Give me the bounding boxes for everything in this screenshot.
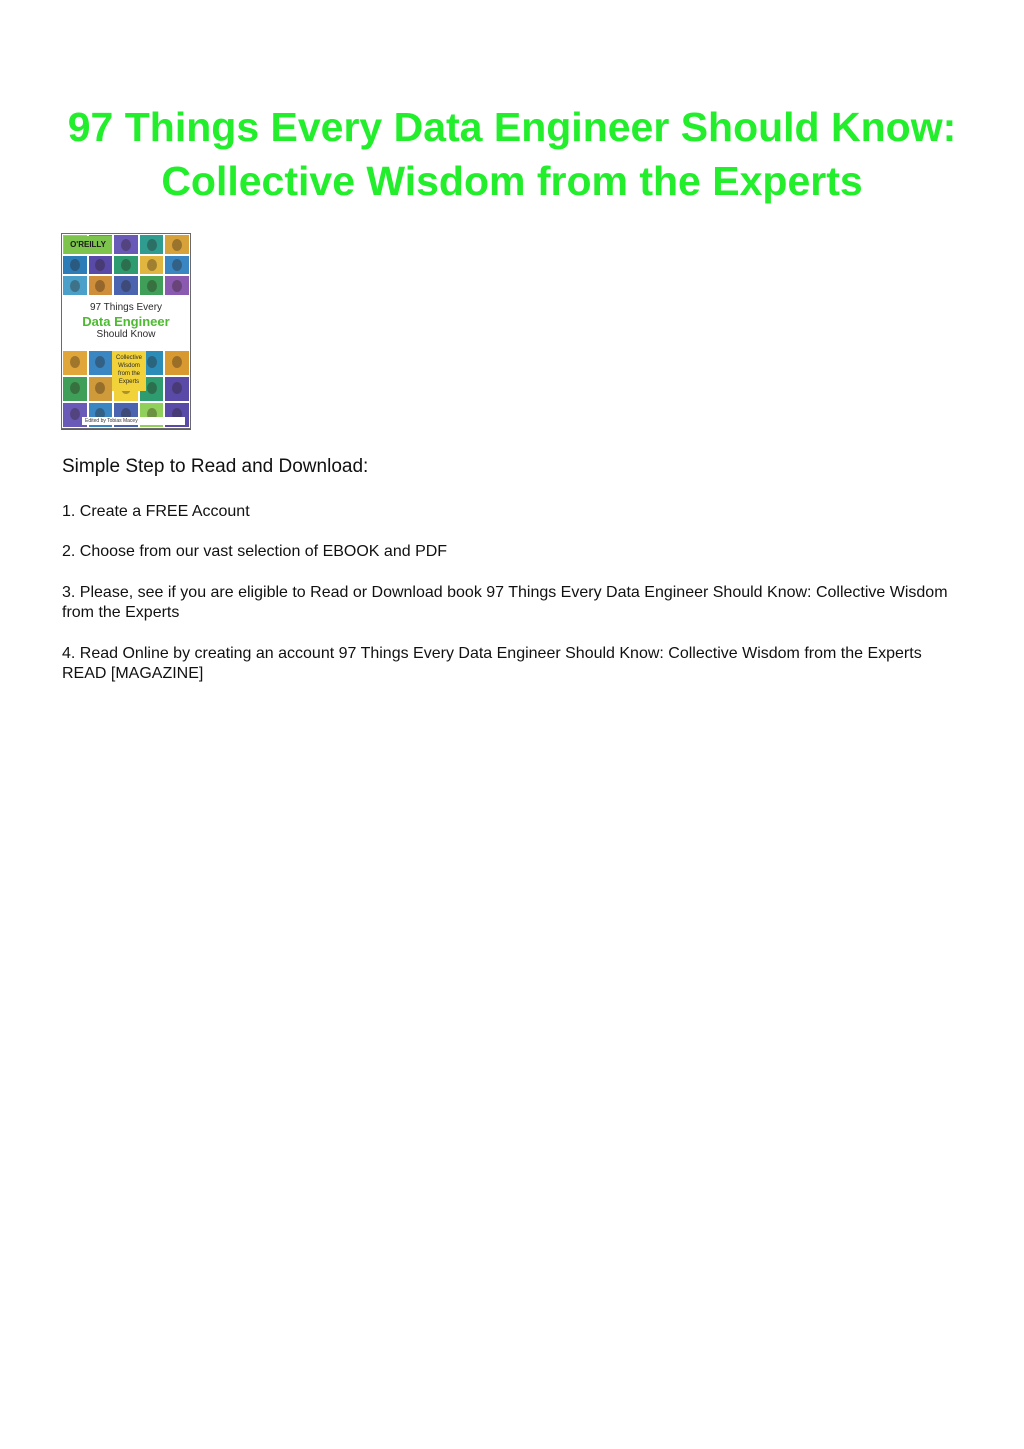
cover-photo-tile bbox=[62, 350, 88, 376]
step-3: 3. Please, see if you are eligible to Read or Download book 97 Things Every Data Engineer Should Know: Collective Wisdom from the Experts bbox=[62, 584, 948, 621]
cover-title-line-1: 97 Things Every bbox=[89, 302, 163, 313]
cover-photo-tile bbox=[164, 255, 190, 276]
cover-photo-tile bbox=[88, 350, 114, 376]
cover-photo-tile bbox=[139, 255, 165, 276]
cover-photo-tile bbox=[62, 275, 88, 296]
cover-photo-tile bbox=[164, 234, 190, 255]
publisher-logo: O'REILLY bbox=[64, 236, 112, 254]
cover-photo-tile bbox=[164, 350, 190, 376]
title-line-2: Collective Wisdom from the Experts bbox=[161, 158, 863, 204]
cover-photo-tile bbox=[113, 234, 139, 255]
step-2: 2. Choose from our vast selection of EBOOK and PDF bbox=[62, 543, 448, 560]
section-heading: Simple Step to Read and Download: bbox=[62, 456, 369, 477]
cover-photo-tile bbox=[139, 234, 165, 255]
cover-title-line-2: Data Engineer bbox=[82, 314, 170, 329]
cover-photo-tile bbox=[113, 255, 139, 276]
cover-photo-tile bbox=[164, 376, 190, 402]
cover-link-underline bbox=[61, 429, 191, 430]
step-4: 4. Read Online by creating an account 97 Things Every Data Engineer Should Know: Collective Wisdom from the Experts READ [MAGAZINE] bbox=[62, 645, 922, 682]
title-line-1: 97 Things Every Data Engineer Should Know: bbox=[67, 104, 957, 150]
cover-photo-tile bbox=[164, 275, 190, 296]
cover-photo-tile bbox=[88, 275, 114, 296]
cover-title-block bbox=[62, 296, 190, 350]
step-1: 1. Create a FREE Account bbox=[62, 503, 250, 520]
cover-photo-tile bbox=[62, 255, 88, 276]
cover-title-line-3: Should Know bbox=[96, 329, 156, 340]
cover-photo-tile bbox=[88, 376, 114, 402]
book-cover-image[interactable] bbox=[61, 233, 191, 429]
page-title bbox=[0, 100, 1024, 208]
cover-photo-tile bbox=[62, 376, 88, 402]
cover-subtitle: Collective Wisdom from the Experts bbox=[112, 351, 146, 391]
cover-photo-tile bbox=[139, 275, 165, 296]
cover-editor-credit: Edited by Tobias Macey bbox=[82, 417, 185, 425]
cover-photo-tile bbox=[88, 255, 114, 276]
cover-photo-tile bbox=[113, 275, 139, 296]
